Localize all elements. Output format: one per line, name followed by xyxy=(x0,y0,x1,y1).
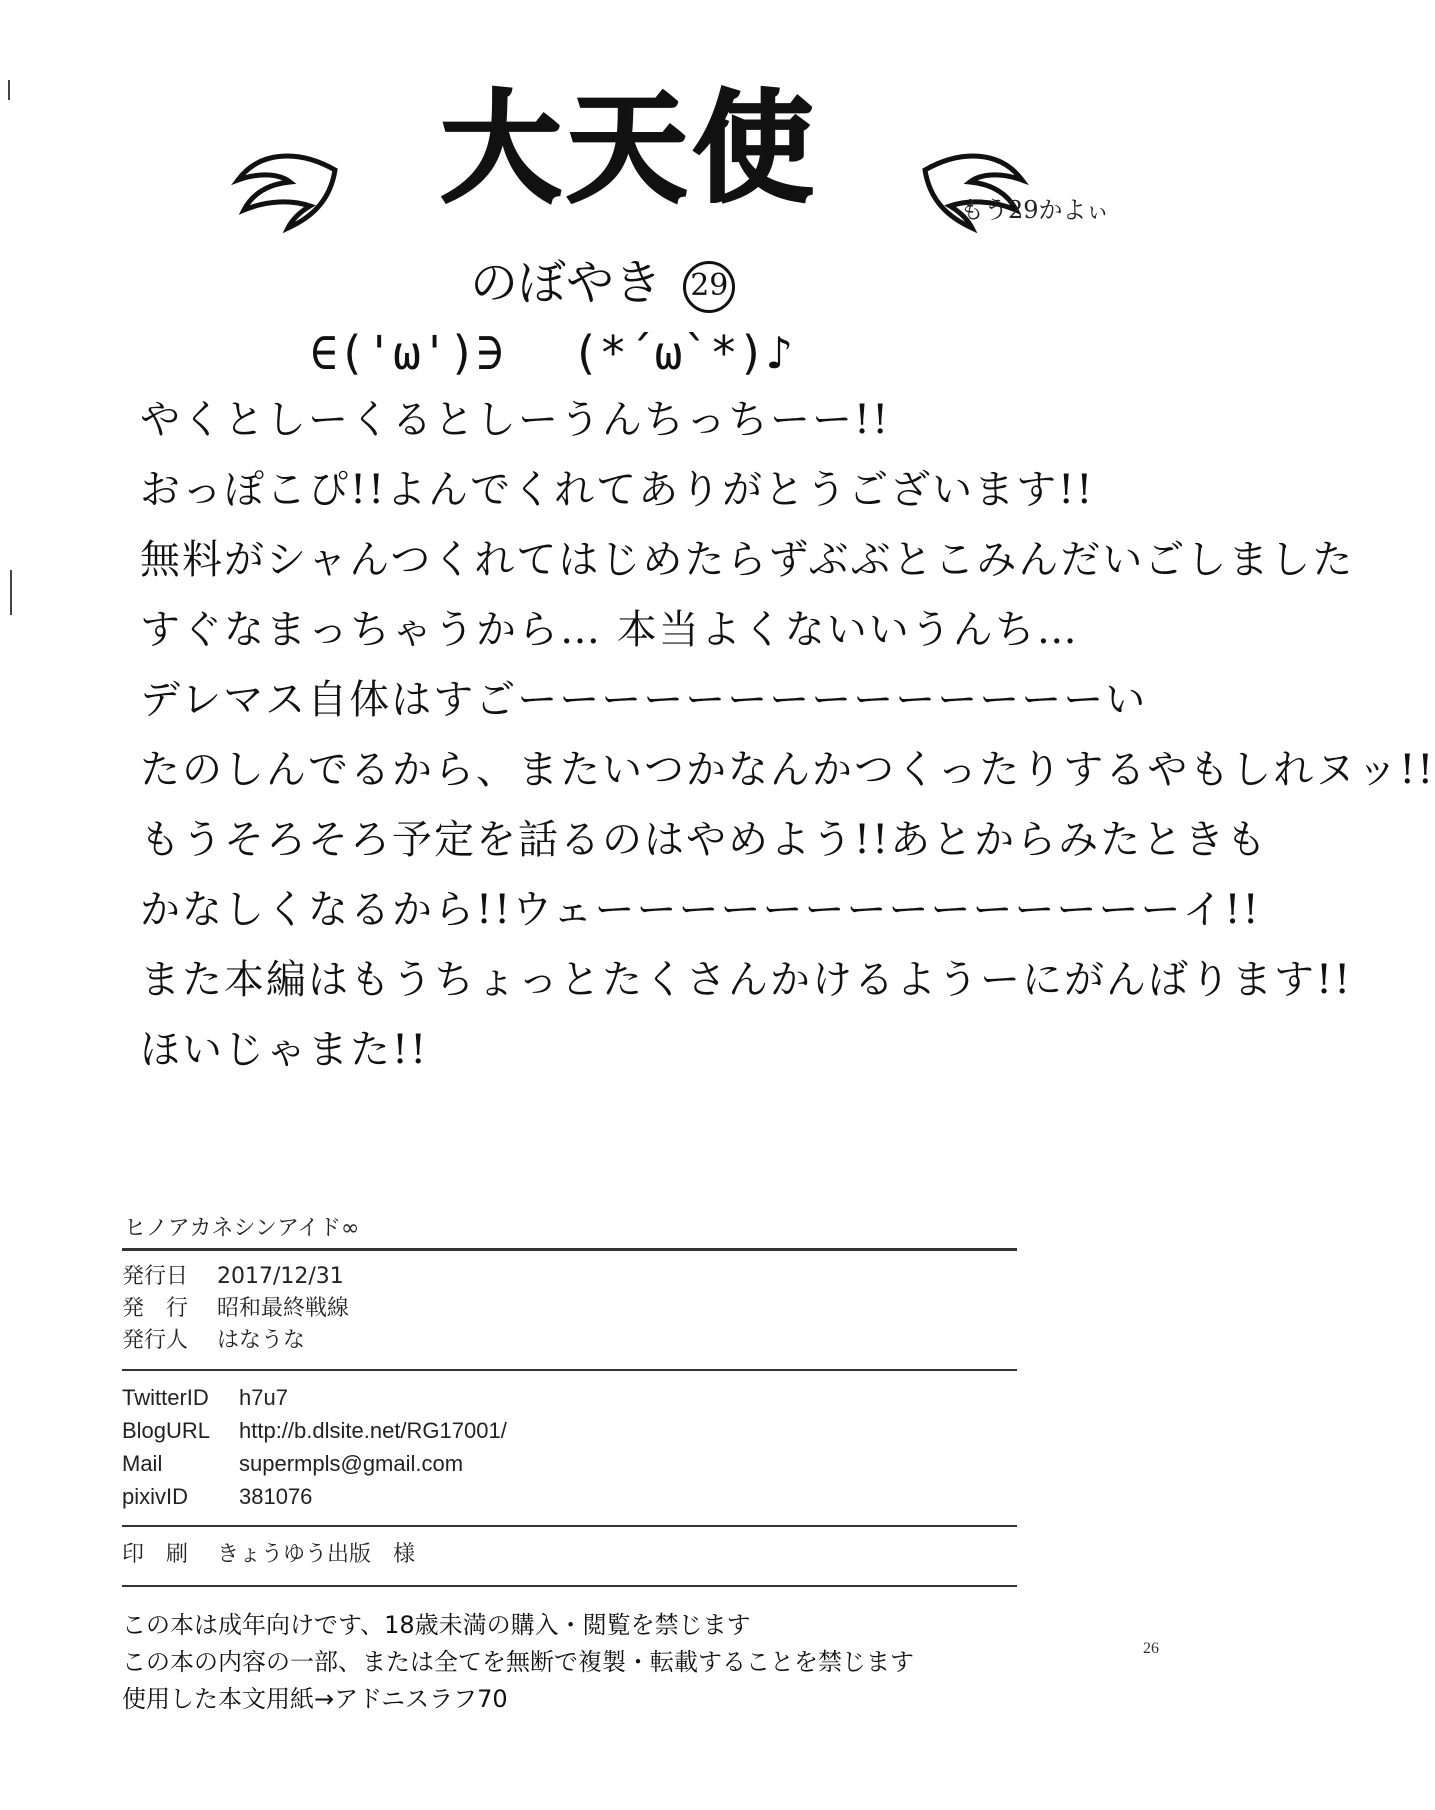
colophon xyxy=(122,1210,1022,1718)
contact-value: 381076 xyxy=(239,1484,313,1509)
notice-line: この本の内容の一部、または全てを無断で複製・転載することを禁じます xyxy=(122,1648,914,1676)
contact-row xyxy=(122,1414,1022,1447)
subtitle xyxy=(470,255,735,313)
contact-row xyxy=(122,1480,1022,1513)
handwritten-message xyxy=(140,385,1435,1085)
info-value: 2017/12/31 xyxy=(217,1264,344,1289)
message-line: おっぽこぴ!!よんでくれてありがとうございます!! xyxy=(140,467,1095,513)
subtitle-text: のぼやき xyxy=(470,255,663,311)
book-title: ヒノアカネシンアイド∞ xyxy=(124,1216,360,1241)
message-line: かなしくなるから!!ウェーーーーーーーーーーーーーーイ!! xyxy=(140,887,1261,933)
contact-value: h7u7 xyxy=(239,1385,288,1410)
printer-value: きょうゆう出版 様 xyxy=(217,1542,416,1567)
info-label: 発 行 xyxy=(122,1296,189,1321)
scan-mark xyxy=(10,570,12,615)
printer-label: 印 刷 xyxy=(122,1542,189,1567)
notice-line: 使用した本文用紙→アドニスラフ70 xyxy=(122,1685,508,1713)
info-label: 発行人 xyxy=(122,1328,189,1353)
issue-number-badge: 29 xyxy=(683,261,735,313)
title-art xyxy=(230,70,1010,380)
message-line: たのしんでるから、またいつかなんかつくったりするやもしれヌッ!! xyxy=(140,747,1435,793)
contact-label: BlogURL xyxy=(122,1418,211,1443)
publication-info xyxy=(122,1251,1022,1369)
blog-url: http://b.dlsite.net/RG17001/ xyxy=(239,1418,507,1443)
contact-label: pixivID xyxy=(122,1484,189,1509)
info-row xyxy=(122,1261,1022,1293)
contact-label: Mail xyxy=(122,1451,163,1476)
message-line: すぐなまっちゃうから… 本当よくないいうんち… xyxy=(140,607,1079,653)
contact-info xyxy=(122,1371,1022,1525)
message-line: ほいじゃまた!! xyxy=(140,1027,429,1073)
info-label: 発行日 xyxy=(122,1264,189,1289)
emoticons: ∈('ω')∋ (*´ω`*)♪ xyxy=(310,326,794,380)
info-value: はなうな xyxy=(217,1328,306,1353)
left-wing-icon xyxy=(230,140,340,230)
printer-info xyxy=(122,1527,1022,1585)
message-line: 無料がシャんつくれてはじめたらずぶぶとこみんだいごしました xyxy=(140,537,1355,583)
message-line: もうそろそろ予定を話るのはやめよう!!あとからみたときも xyxy=(140,817,1269,863)
info-row xyxy=(122,1293,1022,1325)
contact-label: TwitterID xyxy=(122,1385,209,1410)
page-title: 大天使 xyxy=(441,80,819,219)
scan-mark xyxy=(8,80,10,100)
aside-note: もう29かよぃ xyxy=(960,196,1110,224)
notice-line: この本は成年向けです、18歳未満の購入・閲覧を禁じます xyxy=(122,1611,751,1639)
info-row xyxy=(122,1325,1022,1357)
message-line: また本編はもうちょっとたくさんかけるようーにがんばります!! xyxy=(140,957,1353,1003)
message-line: やくとしーくるとしーうんちっちーー!! xyxy=(140,397,891,443)
info-value: 昭和最終戦線 xyxy=(217,1296,350,1321)
contact-row xyxy=(122,1447,1022,1480)
email-address: supermpls@gmail.com xyxy=(239,1451,464,1476)
page-number: 26 xyxy=(1143,1640,1159,1657)
message-line: デレマス自体はすごーーーーーーーーーーーーーーい xyxy=(140,677,1148,723)
notices xyxy=(122,1587,1022,1718)
contact-row xyxy=(122,1381,1022,1414)
